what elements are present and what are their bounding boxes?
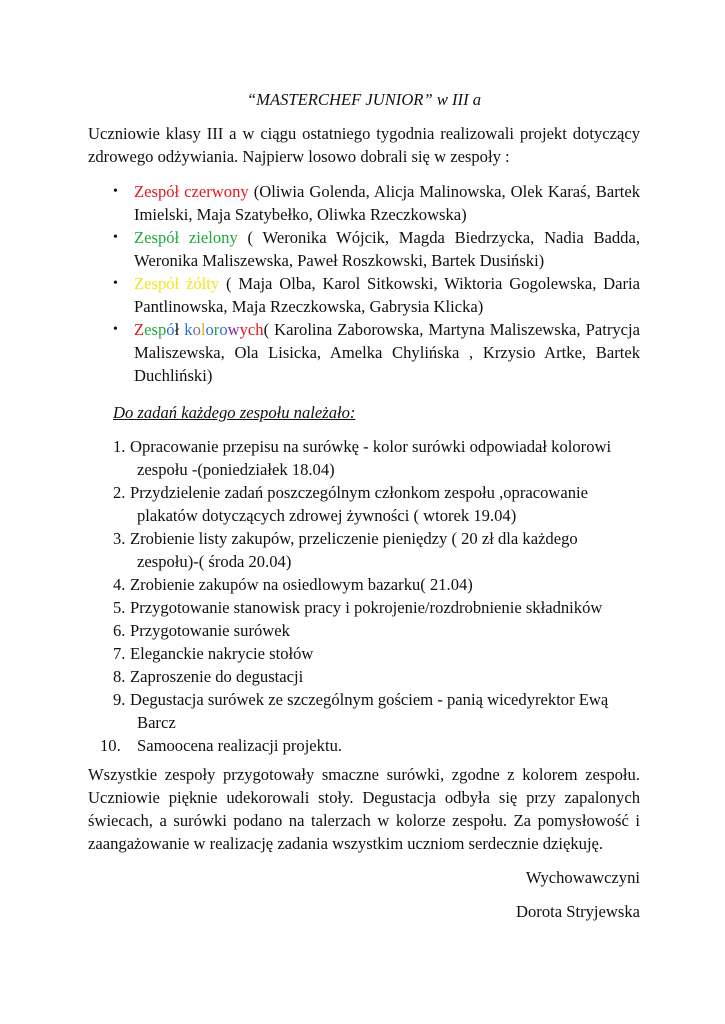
team-members: ( Weronika Wójcik, Magda Biedrzycka, Nadia Badda, Weronika Maliszewska, Paweł Roszkowski, Bartek Dusiński): [134, 228, 640, 270]
task-text: Samoocena realizacji projektu.: [137, 736, 343, 755]
colorful-letter: k: [184, 320, 193, 339]
signature-role: Wychowawczyni: [525, 868, 640, 887]
team-name: Zespół czerwony: [134, 182, 249, 201]
colorful-letter: o: [205, 320, 214, 339]
tasks-heading: Do zadań każdego zespołu należało:: [113, 403, 356, 422]
colorful-letter: Z: [134, 320, 145, 339]
team-item-red: [88, 180, 640, 226]
colorful-letter: e: [144, 320, 152, 339]
team-item-green: [88, 226, 640, 272]
task-number: 4.: [113, 575, 126, 594]
team-name: Zespół żółty: [134, 274, 220, 293]
team-item-colorful: [88, 318, 640, 387]
task-number: 2.: [113, 483, 126, 502]
task-text: Przygotowanie stanowisk pracy i pokrojenie/rozdrobnienie składników: [130, 598, 603, 617]
task-item: [88, 481, 640, 527]
team-members: ( Karolina Zaborowska, Martyna Maliszewska, Patrycja Maliszewska, Ola Lisicka, Amelka Chylińska , Krzysio Artke, Bartek Duchliński): [134, 320, 640, 385]
task-item: [88, 688, 640, 734]
colorful-letter: r: [213, 320, 220, 339]
bullet-icon: •: [113, 184, 118, 199]
teams-list: [88, 180, 640, 387]
task-text: Zrobienie listy zakupów, przeliczenie pieniędzy ( 20 zł dla każdego: [130, 529, 578, 548]
colorful-letter: c: [247, 320, 256, 339]
task-item: [88, 527, 640, 573]
document-title: “MASTERCHEF JUNIOR” w III a: [246, 90, 482, 109]
task-text-continued: zespołu)-( środa 20.04): [137, 552, 292, 571]
task-number: 7.: [113, 644, 126, 663]
task-item: [88, 734, 640, 757]
team-item-yellow: [88, 272, 640, 318]
colorful-letter: h: [255, 320, 264, 339]
colorful-letter: w: [227, 320, 240, 339]
tasks-list: [88, 435, 640, 757]
team-members: ( Maja Olba, Karol Sitkowski, Wiktoria Gogolewska, Daria Pantlinowska, Maja Rzeczkowska, Gabrysia Klicka): [134, 274, 641, 316]
task-item: [88, 435, 640, 481]
bullet-icon: •: [113, 322, 118, 337]
task-number: 9.: [113, 690, 126, 709]
summary-paragraph: Wszystkie zespoły przygotowały smaczne surówki, zgodne z kolorem zespołu. Uczniowie pięknie udekorowali stoły. Degustacja odbyła się przy zapalonych świecach, a surówki podano na talerzach w kolorze zespołu. Za pomysłowość i zaangażowanie w realizację zadania wszystkim uczniom serdecznie dziękuję.: [88, 765, 640, 853]
colorful-letter: ó: [166, 320, 175, 339]
colorful-letter: ł: [174, 320, 180, 339]
task-number: 1.: [113, 437, 126, 456]
task-text-continued: zespołu -(poniedziałek 18.04): [137, 460, 335, 479]
task-number: 3.: [113, 529, 126, 548]
intro-paragraph: Uczniowie klasy III a w ciągu ostatniego tygodnia realizowali projekt dotyczący zdrowego odżywiania. Najpierw losowo dobrali się w zespoły :: [88, 124, 640, 166]
task-text: Przydzielenie zadań poszczególnym członkom zespołu ,opracowanie: [130, 483, 588, 502]
task-text-continued: Barcz: [137, 713, 176, 732]
task-item: [88, 665, 640, 688]
task-text: Degustacja surówek ze szczególnym gościem - panią wicedyrektor Ewą: [130, 690, 609, 709]
team-name-colorful: [134, 320, 264, 339]
task-number: 5.: [113, 598, 126, 617]
colorful-letter: s: [151, 320, 158, 339]
task-text: Zrobienie zakupów na osiedlowym bazarku( 21.04): [130, 575, 473, 594]
colorful-letter: l: [200, 320, 206, 339]
task-number: 8.: [113, 667, 126, 686]
colorful-letter: p: [157, 320, 167, 339]
task-number: 10.: [100, 736, 121, 755]
task-item: [88, 573, 640, 596]
task-text: Opracowanie przepisu na surówkę - kolor surówki odpowiadał kolorowi: [130, 437, 612, 456]
task-item: [88, 619, 640, 642]
team-members: (Oliwia Golenda, Alicja Malinowska, Olek Karaś, Bartek Imielski, Maja Szatybełko, Oliwka Rzeczkowska): [134, 182, 640, 224]
team-name: Zespół zielony: [134, 228, 238, 247]
task-text: Przygotowanie surówek: [130, 621, 290, 640]
task-text: Eleganckie nakrycie stołów: [130, 644, 314, 663]
bullet-icon: •: [113, 230, 118, 245]
bullet-icon: •: [113, 276, 118, 291]
task-text-continued: plakatów dotyczących zdrowej żywności ( wtorek 19.04): [137, 506, 517, 525]
colorful-letter: o: [219, 320, 228, 339]
colorful-letter: o: [192, 320, 201, 339]
task-item: [88, 642, 640, 665]
task-text: Zaproszenie do degustacji: [130, 667, 304, 686]
task-item: [88, 596, 640, 619]
colorful-letter: y: [239, 320, 248, 339]
task-number: 6.: [113, 621, 126, 640]
signature-name: Dorota Stryjewska: [516, 902, 640, 921]
